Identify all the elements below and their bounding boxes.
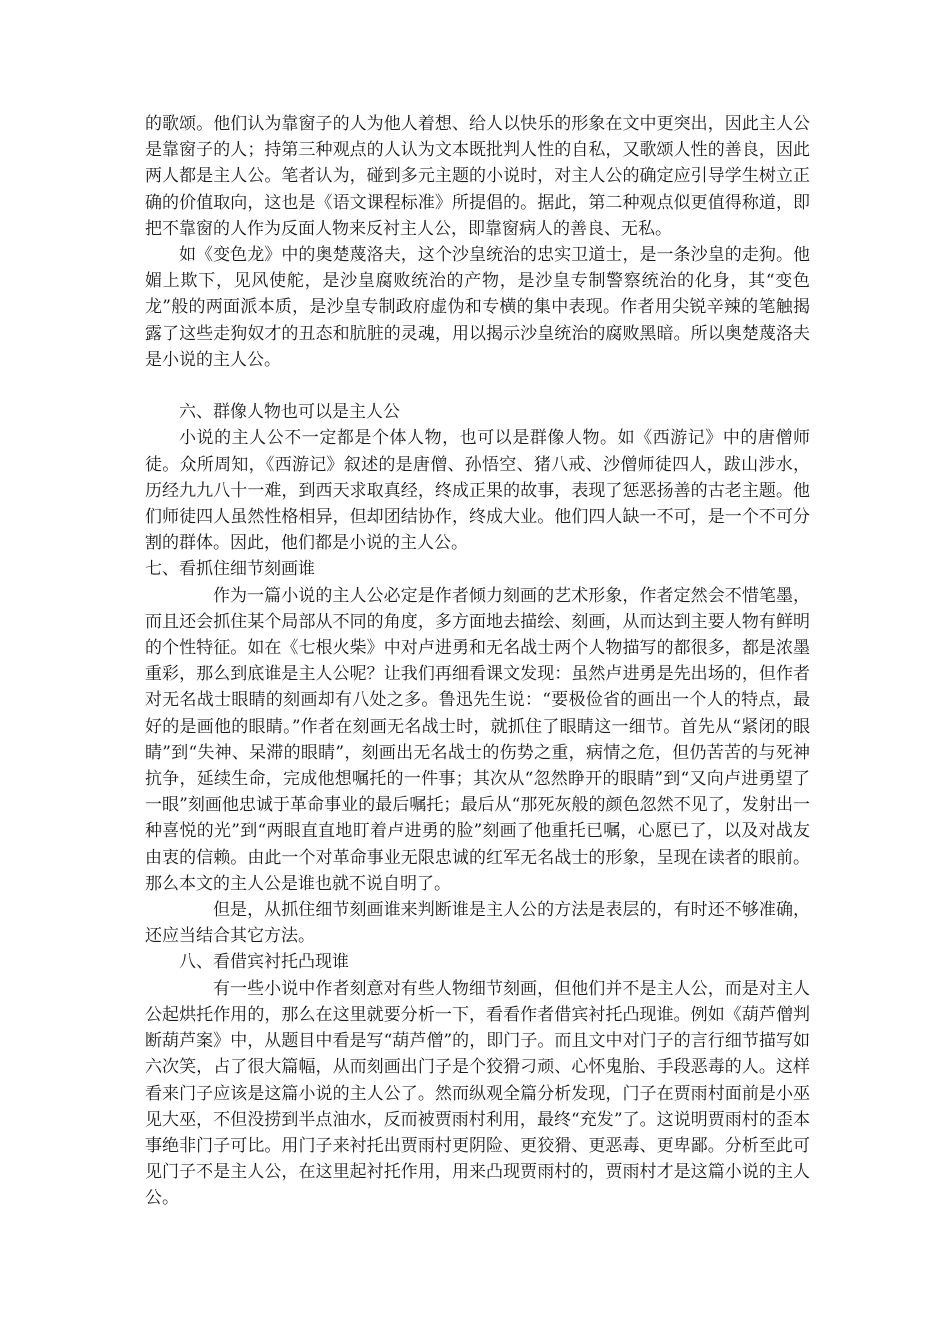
paragraph-detail-method: 但是，从抓住细节刻画谁来判断谁是主人公的方法是表层的，有时还不够准确，还应当结合其它方法。 bbox=[145, 900, 810, 947]
paragraph-gourd-monk: 有一些小说中作者刻意对有些人物细节刻画，但他们并不是主人公，而是对主人公起烘托作用的，那么在这里就要分析一下，看看作者借宾衬托凸现谁。例如《葫芦僧判断葫芦案》中，从题目中看是写“葫芦僧”的，即门子。而且文中对门子的言行细节描写如六次笑，占了很大篇幅，从而刻画出门子是个狡猾刁顽、心怀鬼胎、手段恶毒的人。这样看来门子应该是这篇小说的主人公了。然而纵观全篇分析发现，门子在贾雨村面前是小巫见大巫，不但没捞到半点油水，反而被贾雨村利用，最终“充发”了。这说明贾雨村的歪本事绝非门子可比。用门子来衬托出贾雨村更阴险、更狡猾、更恶毒、更卑鄙。分析至此可见门子不是主人公，在这里起衬托作用，用来凸现贾雨村的，贾雨村才是这篇小说的主人公。 bbox=[145, 978, 810, 1209]
paragraph-window-story: 的歌颂。他们认为靠窗子的人为他人着想、给人以快乐的形象在文中更突出，因此主人公是靠窗子的人；持第三种观点的人认为文本既批判人性的自私，又歌颂人性的善良，因此两人都是主人公。笔者认为，碰到多元主题的小说时，对主人公的确定应引导学生树立正确的价值取向，这也是《语文课程标准》所提倡的。据此，第二种观点似更值得称道，即把不靠窗的人作为反面人物来反衬主人公，即靠窗病人的善良、无私。 bbox=[145, 114, 810, 239]
document-page bbox=[145, 111, 810, 1212]
section-heading-8: 八、看借宾衬托凸现谁 bbox=[179, 952, 349, 973]
section-heading-7: 七、看抓住细节刻画谁 bbox=[145, 559, 315, 580]
section-heading-6: 六、群像人物也可以是主人公 bbox=[179, 402, 400, 423]
paragraph-chameleon: 如《变色龙》中的奥楚蔑洛夫，这个沙皇统治的忠实卫道士，是一条沙皇的走狗。他媚上欺下，见风使舵，是沙皇腐败统治的产物，是沙皇专制警察统治的化身，其“变色龙”般的两面派本质，是沙皇专制政府虚伪和专横的集中表现。作者用尖锐辛辣的笔触揭露了这些走狗奴才的丑态和肮脏的灵魂，用以揭示沙皇统治的腐败黑暗。所以奥楚蔑洛夫是小说的主人公。 bbox=[145, 245, 810, 370]
blank-line bbox=[145, 373, 810, 399]
paragraph-journey-west: 小说的主人公不一定都是个体人物，也可以是群像人物。如《西游记》中的唐僧师徒。众所周知，《西游记》叙述的是唐僧、孙悟空、猪八戒、沙僧师徒四人，跋山涉水，历经九九八十一难，到西天求取真经，终成正果的故事，表现了惩恶扬善的古老主题。他们师徒四人虽然性格相异，但却团结协作，终成大业。他们四人缺一不可，是一个不可分割的群体。因此，他们都是小说的主人公。 bbox=[145, 428, 810, 554]
paragraph-seven-matches: 作为一篇小说的主人公必定是作者倾力刻画的艺术形象，作者定然会不惜笔墨，而且还会抓住某个局部从不同的角度，多方面地去描绘、刻画，从而达到主要人物有鲜明的个性特征。如在《七根火柴》中对卢进勇和无名战士两个人物描写的都很多，都是浓墨重彩，那么到底谁是主人公呢？让我们再细看课文发现：虽然卢进勇是先出场的，但作者对无名战士眼睛的刻画却有八处之多。鲁迅先生说：“要极俭省的画出一个人的特点，最好的是画他的眼睛。”作者在刻画无名战士时，就抓住了眼睛这一细节。首先从“紧闭的眼睛”到“失神、呆滞的眼睛”，刻画出无名战士的伤势之重，病情之危，但仍苦苦的与死神抗争，延续生命，完成他想嘱托的一件事；其次从“忽然睁开的眼睛”到“又向卢进勇望了一眼”刻画他忠诚于革命事业的最后嘱托；最后从“那死灰般的颜色忽然不见了，发射出一种喜悦的光”到“两眼直直地盯着卢进勇的脸”刻画了他重托已嘱，心愿已了，以及对战友由衷的信赖。由此一个对革命事业无限忠诚的红军无名战士的形象，呈现在读者的眼前。那么本文的主人公是谁也就不说自明了。 bbox=[145, 585, 810, 894]
